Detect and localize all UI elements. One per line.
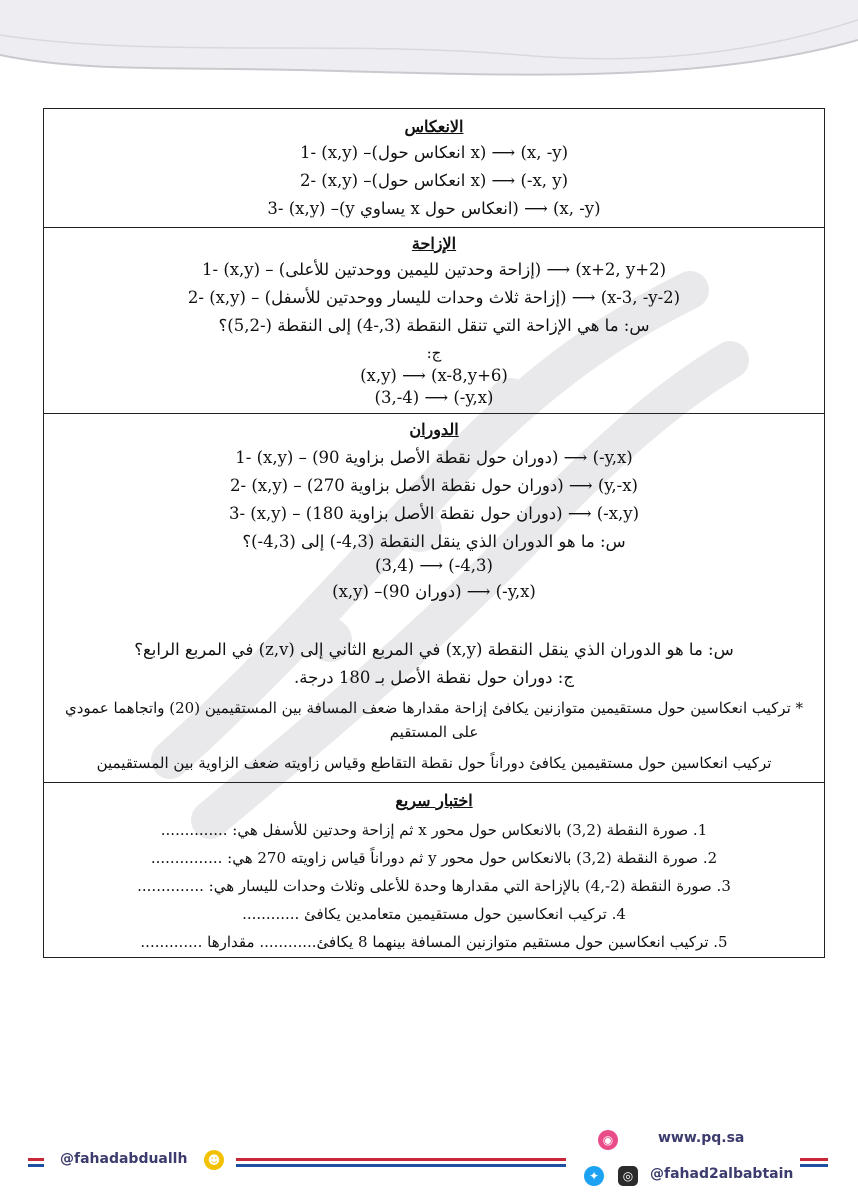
- rotation-q1-answer-2: (x,y) –(دوران 90) ⟶ (-y,x): [332, 582, 536, 601]
- footer-stripe-red-right: [800, 1158, 828, 1161]
- rotation-note-1: * تركيب انعكاسين حول مستقيمين متوازنين يكافئ إزاحة مقدارها ضعف المسافة بين المستقيمين (20) واتجاهما عمودي على المستقيم: [64, 699, 804, 741]
- quiz-item-5: 5. تركيب انعكاسين حول مستقيم متوازنين المسافة بينهما 8 يكافئ............ مقدارها .............: [140, 933, 728, 951]
- instagram-icon[interactable]: ◎: [618, 1166, 638, 1186]
- translation-section: [44, 228, 824, 414]
- footer-website[interactable]: www.pq.sa: [658, 1130, 745, 1146]
- rotation-note-2: تركيب انعكاسين حول مستقيمين يكافئ دوراناً حول نقطة التقاطع وقياس زاويته ضعف الزاوية بين المستقيمين: [96, 754, 772, 772]
- reflection-section: [44, 109, 824, 228]
- footer-stripe-red-left: [28, 1158, 44, 1161]
- worksheet-table: [43, 108, 825, 958]
- reflection-line-3: 3- (x,y) –(y يساوي x انعكاس حول) ⟶ (x, -y): [267, 199, 601, 218]
- translation-answer-1: (x,y) ⟶ (x-8,y+6): [360, 366, 508, 385]
- rotation-answer-2: ج: دوران حول نقطة الأصل بـ 180 درجة.: [294, 668, 574, 687]
- reflection-line-2: 2- (x,y) –(انعكاس حول x) ⟶ (-x, y): [299, 171, 569, 190]
- quiz-item-3: 3. صورة النقطة (2-,4) بالإزاحة التي مقدارها وحدة للأعلى وثلاث وحدات لليسار هي: ..............: [137, 877, 731, 895]
- rotation-line-1: 1- (x,y) – (دوران حول نقطة الأصل بزاوية 90) ⟶ (-y,x): [235, 448, 633, 467]
- quiz-title: اختبار سريع: [395, 791, 473, 810]
- translation-answer-label: ج:: [426, 344, 442, 362]
- footer-stripe-red-mid: [236, 1158, 566, 1161]
- translation-line-2: 2- (x,y) – (إزاحة ثلاث وحدات لليسار ووحدتين للأسفل) ⟶ (x-3, -y-2): [187, 288, 681, 307]
- translation-line-1: 1- (x,y) – (إزاحة وحدتين لليمين ووحدتين للأعلى) ⟶ (x+2, y+2): [202, 260, 666, 279]
- footer-stripe-blue-right: [800, 1164, 828, 1167]
- translation-answer-2: (3,-4) ⟶ (-y,x): [374, 388, 494, 407]
- translation-question: س: ما هي الإزاحة التي تنقل النقطة (3,-4) إلى النقطة (-5,2)؟: [218, 316, 650, 335]
- rotation-line-3: 3- (x,y) – (دوران حول نقطة الأصل بزاوية 180) ⟶ (-x,y): [228, 504, 640, 523]
- translation-title: الإزاحة: [411, 234, 457, 253]
- rotation-section: [44, 414, 824, 783]
- rotation-line-2: 2- (x,y) – (دوران حول نقطة الأصل بزاوية 270) ⟶ (y,-x): [230, 476, 638, 495]
- dribbble-icon[interactable]: ◉: [598, 1130, 618, 1150]
- rotation-question-1: س: ما هو الدوران الذي ينقل النقطة (4,3-) إلى (4,3-)؟: [242, 532, 626, 551]
- footer-stripe-blue-left: [28, 1164, 44, 1167]
- footer-right-handle[interactable]: @fahad2albabtain: [650, 1166, 794, 1182]
- header-wave-decoration: [0, 0, 858, 95]
- twitter-icon[interactable]: ✦: [584, 1166, 604, 1186]
- footer-stripe-blue-mid: [236, 1164, 566, 1167]
- quiz-item-4: 4. تركيب انعكاسين حول مستقيمين متعامدين يكافئ ............: [242, 905, 626, 923]
- quiz-item-1: 1. صورة النقطة (3,2) بالانعكاس حول محور x ثم إزاحة وحدتين للأسفل هي: ..............: [160, 821, 708, 839]
- quiz-section: [44, 783, 824, 959]
- footer-left-handle[interactable]: @fahadabduallh: [60, 1151, 188, 1167]
- rotation-title: الدوران: [409, 420, 459, 439]
- snapchat-icon[interactable]: ☻: [204, 1150, 224, 1170]
- rotation-question-2: س: ما هو الدوران الذي ينقل النقطة (x,y) في المربع الثاني إلى (z,v) في المربع الرابع؟: [134, 640, 734, 659]
- footer: [0, 1120, 858, 1200]
- reflection-title: الانعكاس: [404, 117, 464, 136]
- reflection-line-1: 1- (x,y) –(انعكاس حول x) ⟶ (x, -y): [299, 143, 569, 162]
- quiz-item-2: 2. صورة النقطة (3,2) بالانعكاس حول محور y ثم دوراناً قياس زاويته 270 هي: ...............: [150, 849, 718, 867]
- rotation-q1-answer-1: (3,4) ⟶ (-4,3): [375, 556, 493, 575]
